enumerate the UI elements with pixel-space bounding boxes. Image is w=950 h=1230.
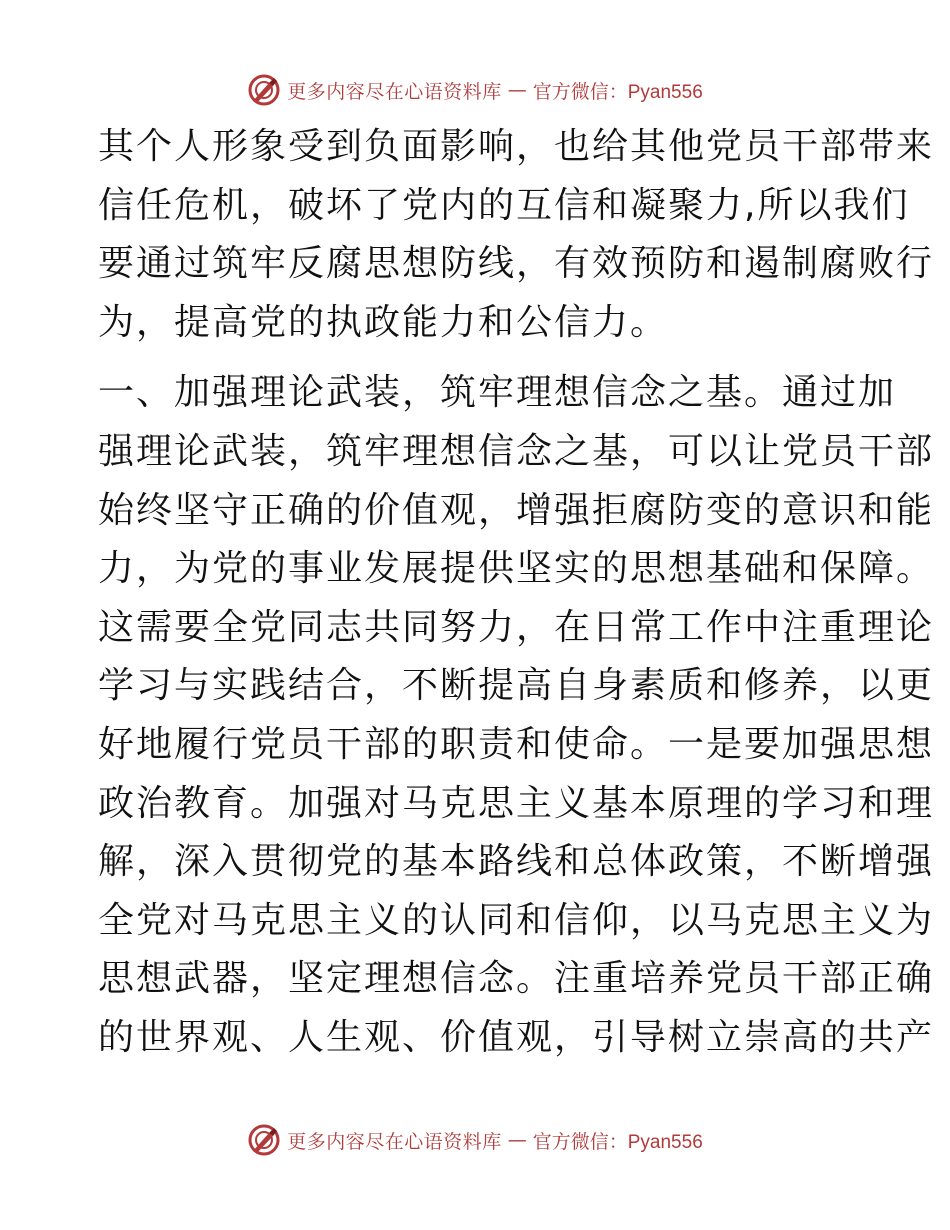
body-text [98,118,935,1068]
text-line: 为，提高党的执政能力和公信力。 [98,301,669,343]
text-line: 其个人形象受到负面影响，也给其他党员干部带来 [98,126,935,167]
watermark-contact: 官方微信：Pyan556 [532,1131,703,1153]
watermark-separator: — [507,79,527,101]
text-line: 信任危机，破坏了党内的互信和凝聚力,所以我们 [98,184,910,226]
text-line: 强理论武装，筑牢理想信念之基，可以让党员干部 [98,430,935,472]
text-line: 力，为党的事业发展提供坚实的思想基础和保障。 [98,548,935,590]
watermark-contact: 官方微信：Pyan556 [532,81,703,103]
header-watermark [0,70,950,110]
text-line: 政治教育。加强对马克思主义基本原理的学习和理 [98,782,935,824]
text-line: 解，深入贯彻党的基本路线和总体政策，不断增强 [98,841,935,883]
paragraph-1 [98,118,935,352]
pen-circle-logo-icon [247,73,281,107]
text-line: 好地履行党员干部的职责和使命。一是要加强思想 [98,723,935,765]
footer-watermark [0,1120,950,1160]
pen-circle-logo-icon [247,1123,281,1157]
watermark-text: 更多内容尽在心语资料库 [287,1130,502,1153]
text-line: 要通过筑牢反腐思想防线，有效预防和遏制腐败行 [98,243,935,285]
text-line: 思想武器，坚定理想信念。注重培养党员干部正确 [98,958,935,1000]
paragraph-2 [98,364,935,1067]
text-line: 的世界观、人生观、价值观，引导树立崇高的共产 [98,1016,935,1058]
watermark-text: 更多内容尽在心语资料库 [287,80,502,103]
text-line: 一、加强理论武装，筑牢理想信念之基。通过加 [98,372,897,414]
watermark-separator: — [507,1129,527,1151]
text-line: 全党对马克思主义的认同和信仰，以马克思主义为 [98,899,935,941]
text-line: 始终坚守正确的价值观，增强拒腐防变的意识和能 [98,489,935,531]
text-line: 学习与实践结合，不断提高自身素质和修养，以更 [98,665,935,707]
text-line: 这需要全党同志共同努力，在日常工作中注重理论 [98,606,935,648]
